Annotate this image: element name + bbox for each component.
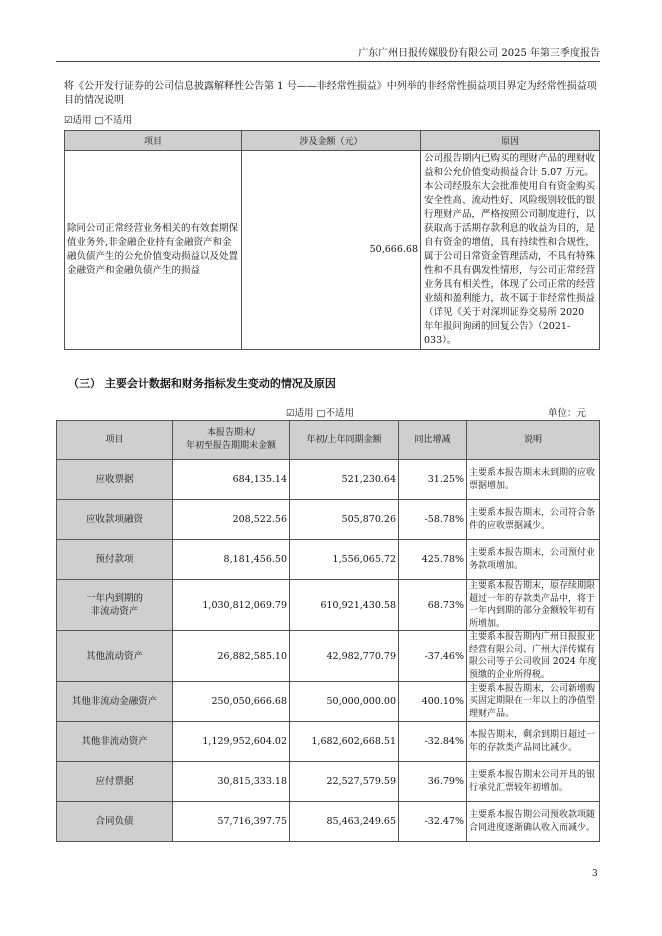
change-cell: -37.46%	[399, 631, 467, 682]
unit-label: 单位：元	[548, 408, 587, 419]
note-cell: 主要系本报告期末，公司新增购买固定期限在一年以上的净值型理财产品。	[467, 682, 600, 722]
col-header-item: 项目	[65, 131, 242, 151]
table-row	[57, 540, 600, 580]
table-row	[57, 580, 600, 631]
current-cell: 250,050,666.68	[173, 682, 290, 722]
previous-cell: 42,982,770.79	[290, 631, 399, 682]
current-cell: 57,716,397.75	[173, 802, 290, 842]
note-cell: 主要系本报告期末，原存续期限超过一年的存款类产品中，将于一年内到期的部分金额较年初有所增加。	[467, 580, 600, 631]
table-row	[65, 151, 600, 350]
previous-cell: 1,556,065.72	[290, 540, 399, 580]
page-header: 广东广州日报传媒股份有限公司 2025 年第三季度报告	[56, 44, 600, 62]
change-cell: -32.47%	[399, 802, 467, 842]
col-header-item: 项目	[57, 421, 173, 460]
table-row	[57, 722, 600, 762]
col-header-note: 说明	[467, 421, 600, 460]
recurring-items-table	[64, 130, 600, 350]
item-cell: 应收款项融资	[57, 500, 173, 540]
item-cell: 其他非流动资产	[57, 722, 173, 762]
table-row	[57, 460, 600, 500]
item-cell: 应收票据	[57, 460, 173, 500]
change-cell: -32.84%	[399, 722, 467, 762]
item-cell: 一年内到期的 非流动资产	[57, 580, 173, 631]
previous-cell: 1,682,602,668.51	[290, 722, 399, 762]
col-header-amount: 涉及金额（元）	[242, 131, 421, 151]
col-header-current: 本报告期末/ 年初至报告期期末金额	[173, 421, 290, 460]
item-cell: 其他非流动金融资产	[57, 682, 173, 722]
change-cell: 68.73%	[399, 580, 467, 631]
table-row	[57, 682, 600, 722]
previous-cell: 505,870.26	[290, 500, 399, 540]
section-title: （三） 主要会计数据和财务指标发生变动的情况及原因	[68, 377, 336, 390]
previous-cell: 22,527,579.59	[290, 762, 399, 802]
change-cell: -58.78%	[399, 500, 467, 540]
note-cell: 本报告期末，剩余到期日超过一年的存款类产品同比减少。	[467, 722, 600, 762]
change-cell: 31.25%	[399, 460, 467, 500]
item-cell: 除同公司正常经营业务相关的有效套期保值业务外,非金融企业持有金融资产和金融负债产生的公允价值变动损益以及处置金融资产和金融负债产生的损益	[65, 151, 242, 350]
financial-changes-table	[56, 420, 600, 842]
applicable-checkbox-1: ☑适用 □不适用	[64, 115, 133, 126]
note-cell: 主要系本报告期末，公司预付业务款项增加。	[467, 540, 600, 580]
note-cell: 主要系本报告期末，公司符合条件的应收票据减少。	[467, 500, 600, 540]
change-cell: 36.79%	[399, 762, 467, 802]
item-cell: 预付款项	[57, 540, 173, 580]
col-header-previous: 年初/上年同期金额	[290, 421, 399, 460]
current-cell: 1,129,952,604.02	[173, 722, 290, 762]
current-cell: 1,030,812,069.79	[173, 580, 290, 631]
table-row	[57, 802, 600, 842]
item-cell: 其他流动资产	[57, 631, 173, 682]
applicable-checkbox-2: ☑适用 □不适用	[286, 408, 355, 419]
current-cell: 30,815,333.18	[173, 762, 290, 802]
table-row	[57, 762, 600, 802]
change-cell: 425.78%	[399, 540, 467, 580]
amount-cell: 50,666.68	[242, 151, 421, 350]
item-cell: 合同负债	[57, 802, 173, 842]
page-number: 3	[592, 869, 598, 879]
intro-paragraph: 将《公开发行证券的公司信息披露解释性公告第 1 号——非经常性损益》中列举的非经常性损益项目界定为经常性损益项目的情况说明	[64, 81, 597, 106]
note-cell: 主要系本报告期末公司开具的银行承兑汇票较年初增加。	[467, 762, 600, 802]
col-header-change: 同比增减	[399, 421, 467, 460]
current-cell: 684,135.14	[173, 460, 290, 500]
col-header-reason: 原因	[421, 131, 600, 151]
table-row	[57, 500, 600, 540]
current-cell: 8,181,456.50	[173, 540, 290, 580]
table-row	[57, 631, 600, 682]
reason-cell: 公司报告期内已购买的理财产品的理财收益和公允价值变动损益合计 5.07 万元。本公司经股东大会批准使用自有资金购买安全性高、流动性好、风险级别较低的银行理财产品，严格按照公司制度进行，以获取高于活期存款利息的收益为目的，是自有资金的增值，具有持续性和合规性，属于公司日常资金管理活动，不具有特殊性和不具有偶发性情形，与公司正常经营业务具有相关性，体现了公司正常的经营业绩和盈利能力，故不属于非经常性损益（详见《关于对深圳证券交易所 2020 年年报问询函的回复公告》（2021-033）。	[421, 151, 600, 350]
change-cell: 400.10%	[399, 682, 467, 722]
current-cell: 208,522.56	[173, 500, 290, 540]
previous-cell: 521,230.64	[290, 460, 399, 500]
note-cell: 主要系本报告期内广州日报报业经营有限公司、广州大洋传媒有限公司等子公司收回 2024 年度预缴的企业所得税。	[467, 631, 600, 682]
item-cell: 应付票据	[57, 762, 173, 802]
note-cell: 主要系本报告期末未到期的应收票据增加。	[467, 460, 600, 500]
previous-cell: 85,463,249.65	[290, 802, 399, 842]
current-cell: 26,882,585.10	[173, 631, 290, 682]
previous-cell: 50,000,000.00	[290, 682, 399, 722]
note-cell: 主要系本报告期公司预收款项随合同进度逐渐确认收入而减少。	[467, 802, 600, 842]
previous-cell: 610,921,430.58	[290, 580, 399, 631]
